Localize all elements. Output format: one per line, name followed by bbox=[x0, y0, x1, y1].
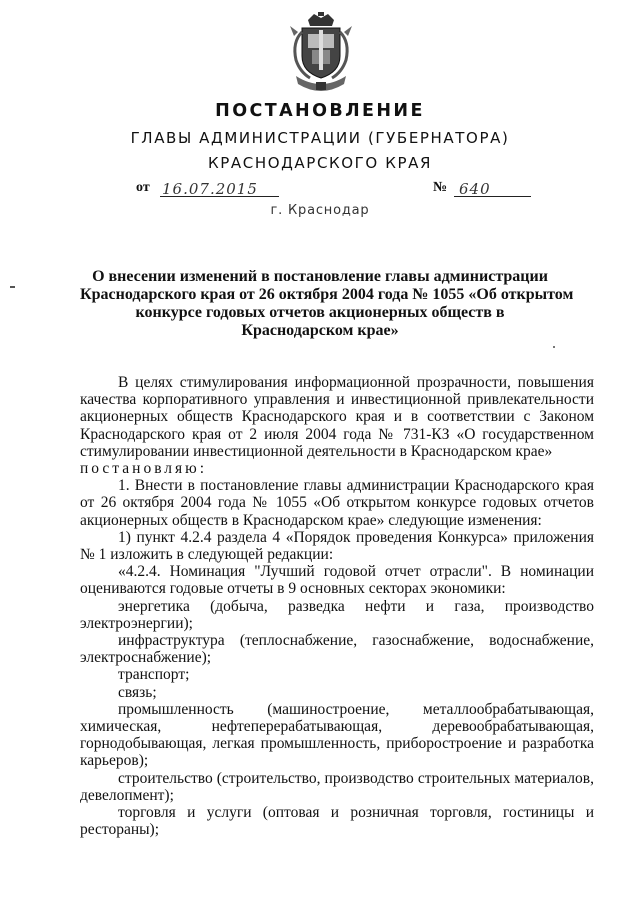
sector-communications: связь; bbox=[118, 683, 157, 701]
title-line: Краснодарском крае» bbox=[241, 322, 399, 339]
sector-infrastructure: инфраструктура (теплоснабжение, газоснабжение, водоснабжение, электроснабжение); bbox=[80, 632, 594, 667]
handwritten-date: 16.07.2015 bbox=[162, 180, 258, 198]
document-body bbox=[80, 374, 594, 838]
scan-speck bbox=[10, 286, 15, 288]
city-label: г. Краснодар bbox=[270, 203, 370, 218]
resolution-word: постановляю: bbox=[80, 460, 208, 478]
sector-trade: торговля и услуги (оптовая и розничная торговля, гостиницы и рестораны); bbox=[80, 804, 594, 839]
region-heading: КРАСНОДАРСКОГО КРАЯ bbox=[208, 154, 432, 172]
preamble-paragraph: В целях стимулирования информационной прозрачности, повышения качества корпоративного управления и инвестиционной привлекательности акционерных обществ Краснодарского края и в соответствии с Законом Краснодарского края от 2 июля 2004 года № 731-КЗ «О государственном стимулировании инвестиционной деятельности в Краснодарском крае» bbox=[80, 374, 594, 460]
handwritten-number: 640 bbox=[459, 180, 491, 198]
sector-transport: транспорт; bbox=[118, 666, 190, 684]
sector-energy: энергетика (добыча, разведка нефти и газа, производство электроэнергии); bbox=[80, 597, 594, 632]
title-line: О внесении изменений в постановление главы администрации bbox=[92, 268, 548, 285]
sector-construction: строительство (строительство, производство строительных материалов, девелопмент); bbox=[80, 769, 594, 804]
paragraph-subitem-1: 1) пункт 4.2.4 раздела 4 «Порядок проведения Конкурса» приложения № 1 изложить в следующей редакции: bbox=[80, 528, 594, 564]
paragraph-item-1: 1. Внести в постановление главы администрации Краснодарского края от 26 октября 2004 года № 1055 «Об открытом конкурсе годовых отчетов акционерных обществ в Краснодарском крае» следующие изменения: bbox=[80, 477, 594, 529]
document-type-heading: ПОСТАНОВЛЕНИЕ bbox=[215, 101, 425, 121]
number-label: № bbox=[433, 180, 448, 195]
paragraph-nomination: «4.2.4. Номинация "Лучший годовой отчет отрасли". В номинации оцениваются годовые отчеты в 9 основных секторах экономики: bbox=[80, 563, 594, 598]
date-label: от bbox=[136, 180, 150, 195]
title-line: Краснодарского края от 26 октября 2004 года № 1055 «Об открытом bbox=[80, 286, 574, 303]
scan-speck bbox=[553, 346, 555, 348]
sector-industry: промышленность (машиностроение, металлообрабатывающая, химическая, нефтеперерабатывающая, деревообрабатывающая, горнодобывающая, легкая промышленность, приборостроение и разработка карьеров); bbox=[80, 700, 594, 770]
document-title bbox=[80, 268, 574, 340]
title-line: конкурсе годовых отчетов акционерных обществ в bbox=[135, 304, 505, 321]
krasnodar-coat-of-arms-icon bbox=[288, 12, 354, 98]
issuer-heading: ГЛАВЫ АДМИНИСТРАЦИИ (ГУБЕРНАТОРА) bbox=[130, 129, 510, 147]
